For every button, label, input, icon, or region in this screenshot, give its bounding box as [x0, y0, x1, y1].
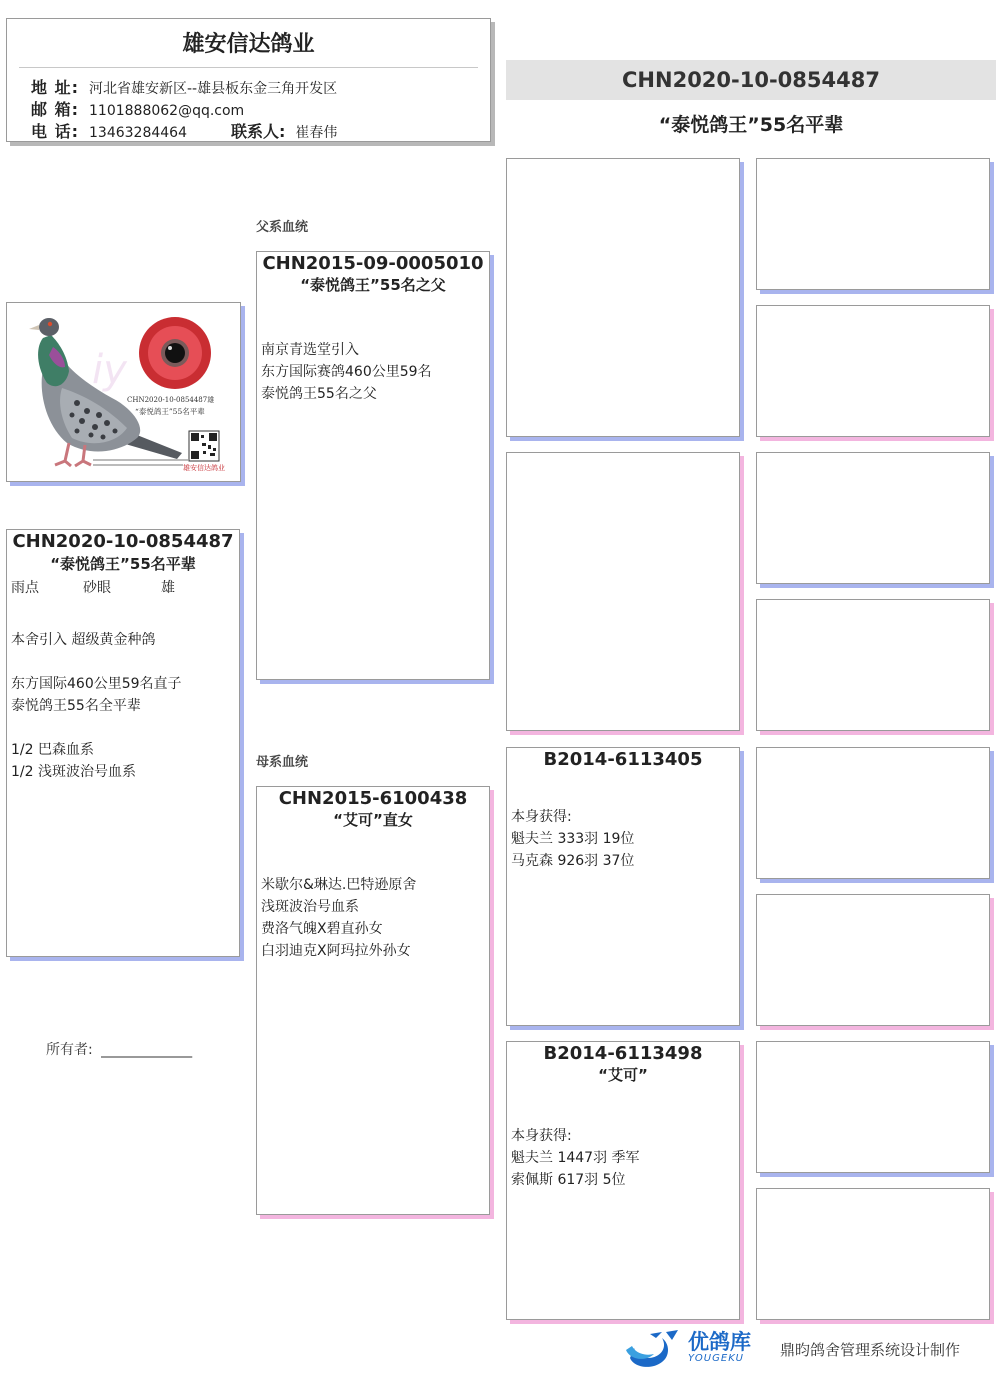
address-value: 河北省雄安新区--雄县板东金三角开发区: [89, 81, 338, 97]
logo-chinese-text: 优鸽库: [688, 1330, 751, 1354]
design-credit: 鼎昀鸽舍管理系统设计制作: [780, 1341, 961, 1359]
pigeon-photo: [6, 302, 241, 482]
sire-notes: 南京青选堂引入 东方国际赛鸽460公里59名 泰悦鸽王55名之父: [261, 342, 432, 402]
swirl-logo-icon: [622, 1328, 684, 1372]
sire-line-label: 父系血统: [256, 220, 309, 235]
great-grandparent-card-6: [756, 894, 990, 1026]
dam-notes: 米歇尔&琳达.巴特逊原舍 浅斑波治号血系 费洛气魄X碧直孙女 白羽迪克X阿玛拉外孙女: [261, 877, 417, 959]
plumage-color: 雨点: [11, 580, 39, 596]
maternal-grandsire-card: [506, 747, 740, 1026]
loft-header-card: [6, 18, 491, 142]
sire-ring-number: CHN2015-09-0005010: [262, 253, 484, 274]
great-grandparent-card-3: [756, 452, 990, 584]
phone-value: 13463284464: [89, 125, 187, 141]
dam-ring-number: CHN2015-6100438: [278, 788, 468, 809]
subject-title-banner: “泰悦鸽王”55名平辈: [658, 114, 844, 136]
email-label: 邮 箱:: [31, 100, 79, 119]
subject-notes: 本舍引入 超级黄金种鸽 东方国际460公里59名直子 泰悦鸽王55名全平辈 1/2 巴森血系 1/2 浅斑波治号血系: [11, 632, 182, 780]
owner-label: 所有者:: [46, 1042, 93, 1058]
yougeku-logo: [622, 1328, 762, 1372]
dam-name: “艾可”直女: [333, 811, 413, 829]
great-grandparent-card-2: [756, 305, 990, 437]
phone-label: 电 话:: [31, 122, 79, 141]
dam-card: [256, 786, 490, 1215]
loft-name: 雄安信达鸽业: [182, 32, 315, 57]
eye-type: 砂眼: [83, 580, 111, 596]
subject-pigeon-card: [6, 529, 240, 957]
maternal-granddam-notes: 本身获得: 魁夫兰 1447羽 季军 索佩斯 617羽 5位: [511, 1128, 640, 1188]
subject-ring-banner: CHN2020-10-0854487: [506, 60, 996, 100]
logo-english-text: YOUGEKU: [688, 1353, 744, 1364]
sire-name: “泰悦鸽王”55名之父: [300, 276, 446, 294]
email-value: 1101888062@qq.com: [89, 103, 245, 119]
photo-seal-text: 雄安信达鸽业: [183, 464, 225, 472]
great-grandparent-card-1: [756, 158, 990, 290]
maternal-grandsire-ring-number: B2014-6113405: [543, 749, 703, 770]
contact-value: 崔春伟: [295, 125, 338, 141]
subject-attributes: [11, 577, 235, 597]
paternal-grandsire-card: [506, 158, 740, 437]
photo-caption-ring: CHN2020-10-0854487雄: [127, 396, 215, 404]
address-label: 地 址:: [31, 78, 79, 97]
contact-label: 联系人:: [230, 122, 286, 141]
great-grandparent-card-5: [756, 747, 990, 879]
owner-blank: _____________: [101, 1042, 193, 1058]
paternal-granddam-card: [506, 452, 740, 731]
sire-card: [256, 251, 490, 680]
subject-ring-number: CHN2020-10-0854487: [12, 531, 234, 552]
maternal-granddam-card: [506, 1041, 740, 1320]
header-divider: [19, 67, 478, 68]
dam-line-label: 母系血统: [256, 755, 309, 770]
sex: 雄: [161, 580, 175, 596]
subject-name: “泰悦鸽王”55名平辈: [50, 555, 196, 573]
phone-row: [31, 119, 337, 142]
great-grandparent-card-4: [756, 599, 990, 731]
photo-caption-name: “泰悦鸽王”55名平辈: [135, 407, 205, 416]
maternal-granddam-ring-number: B2014-6113498: [543, 1043, 703, 1064]
owner-field: [46, 1039, 192, 1059]
svg-text:iy: iy: [92, 347, 127, 393]
email-row: [31, 97, 244, 120]
maternal-grandsire-notes: 本身获得: 魁夫兰 333羽 19位 马克森 926羽 37位: [511, 809, 635, 869]
pigeon-illustration: [7, 303, 240, 481]
address-row: [31, 75, 337, 98]
great-grandparent-card-8: [756, 1188, 990, 1320]
maternal-granddam-name: “艾可”: [598, 1066, 648, 1084]
great-grandparent-card-7: [756, 1041, 990, 1173]
